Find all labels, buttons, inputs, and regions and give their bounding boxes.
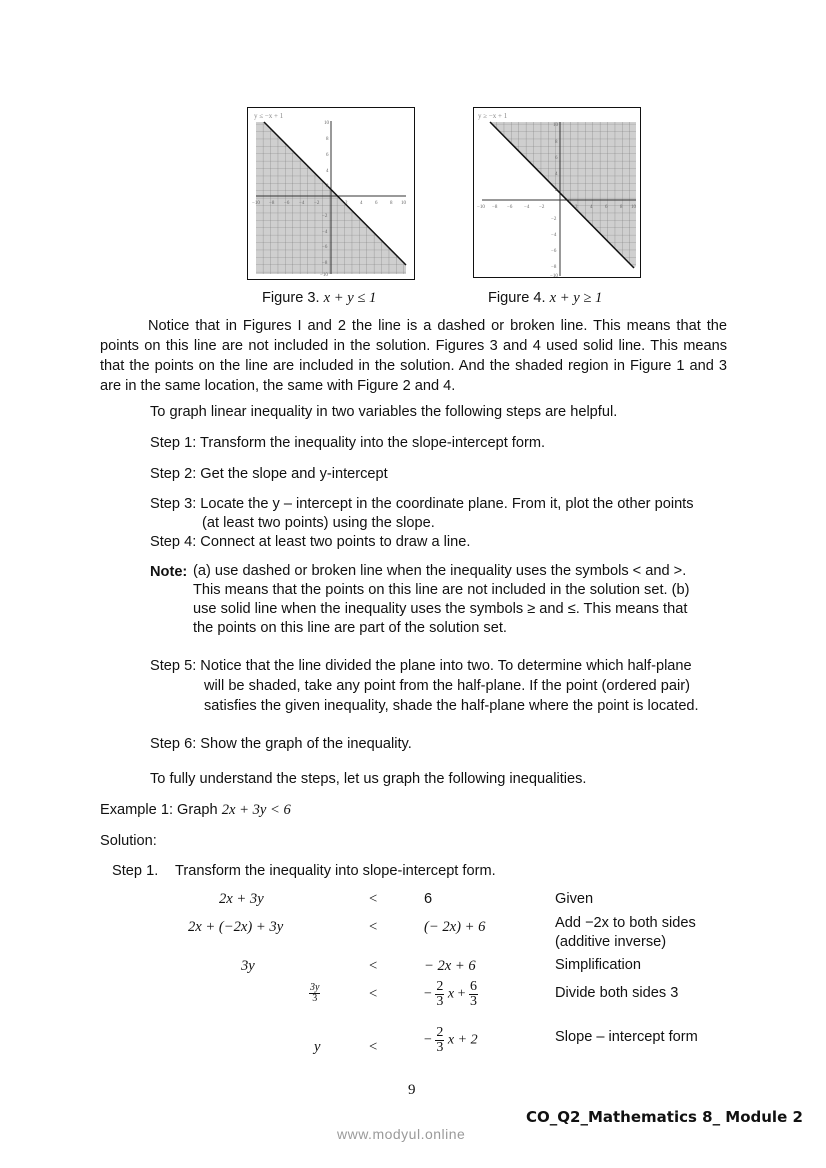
derivation-row-2-reason-2: (additive inverse) xyxy=(555,934,667,950)
svg-text:2: 2 xyxy=(555,188,558,193)
svg-text:2: 2 xyxy=(326,184,329,189)
figure-4-graph xyxy=(473,107,641,278)
svg-text:6: 6 xyxy=(375,201,378,206)
page-number: 9 xyxy=(408,1082,416,1098)
svg-text:−4: −4 xyxy=(524,205,530,210)
watermark: www.modyul.online xyxy=(337,1126,466,1142)
svg-text:−4: −4 xyxy=(299,201,305,206)
step-3-continued: (at least two points) using the slope. xyxy=(202,515,435,531)
derivation-row-2-rhs: (− 2x) + 6 xyxy=(424,919,486,935)
step-5-line-3: satisfies the given inequality, shade the half-plane where the point is located. xyxy=(204,698,699,714)
derivation-row-1-reason: Given xyxy=(555,891,594,907)
derivation-row-1-op: < xyxy=(369,891,378,907)
svg-text:−2: −2 xyxy=(539,205,545,210)
derivation-row-1-lhs: 2x + 3y xyxy=(219,891,264,907)
module-footer: CO_Q2_Mathematics 8_ Module 2 xyxy=(526,1108,803,1126)
svg-text:−10: −10 xyxy=(477,205,485,210)
step-4: Step 4: Connect at least two points to draw a line. xyxy=(150,534,471,550)
figure-4-caption-prefix: Figure 4. xyxy=(488,290,546,306)
step-6: Step 6: Show the graph of the inequality. xyxy=(150,736,412,752)
svg-text:10: 10 xyxy=(401,201,406,206)
svg-text:−10: −10 xyxy=(550,274,558,277)
rhs-fraction-2-numerator: 6 xyxy=(470,979,478,994)
figure-3-graph-label: y ≤ −x + 1 xyxy=(254,112,284,120)
lhs-numerator: 3y xyxy=(310,982,320,993)
derivation-row-4-rhs: − $\frac{2}{3}$ x + $\frac{6}{3}$ xyxy=(424,979,478,1009)
note-line-1: (a) use dashed or broken line when the inequality uses the symbols < and >. xyxy=(193,563,687,579)
svg-text:4: 4 xyxy=(590,205,593,210)
derivation-row-2-reason: Add −2x to both sides xyxy=(555,915,696,931)
svg-text:8: 8 xyxy=(390,201,393,206)
derivation-row-2-lhs: 2x + (−2x) + 3y xyxy=(188,919,284,935)
derivation-row-1-rhs: 6 xyxy=(424,891,433,907)
derivation-row-4-op: < xyxy=(369,986,378,1002)
rhs-fraction-1-denominator: 3 xyxy=(436,994,444,1009)
svg-text:10: 10 xyxy=(553,123,558,128)
svg-text:−10: −10 xyxy=(320,273,328,278)
svg-text:−4: −4 xyxy=(322,230,328,235)
figure-3-graph xyxy=(247,107,415,280)
svg-text:6: 6 xyxy=(605,205,608,210)
rhs-fraction-denominator: 3 xyxy=(436,1040,444,1055)
rhs-fraction-numerator: 2 xyxy=(436,1025,444,1040)
svg-text:4: 4 xyxy=(360,201,363,206)
svg-text:−2: −2 xyxy=(551,217,557,222)
solution-label: Solution: xyxy=(100,833,157,849)
rhs-tail: x + 2 xyxy=(447,1032,478,1048)
svg-text:6: 6 xyxy=(326,153,329,158)
derivation-row-2-op: < xyxy=(369,919,378,935)
svg-text:−2: −2 xyxy=(314,201,320,206)
step-5: Step 5: Notice that the line divided the plane into two. To determine which half-plane xyxy=(150,658,692,674)
figure-3-caption xyxy=(262,290,376,307)
derivation-row-3-reason: Simplification xyxy=(555,957,641,973)
step-3: Step 3: Locate the y – intercept in the coordinate plane. From it, plot the other points xyxy=(150,496,694,512)
svg-text:−6: −6 xyxy=(284,201,290,206)
derivation-row-4-reason: Divide both sides 3 xyxy=(555,985,679,1001)
rhs-fraction-1-numerator: 2 xyxy=(436,979,444,994)
derivation-row-5-rhs: − $\frac{2}{3}$ x + 2 xyxy=(424,1025,478,1055)
step-2: Step 2: Get the slope and y-intercept xyxy=(150,466,388,482)
svg-text:−4: −4 xyxy=(551,233,557,238)
derivation-row-3-rhs: − 2x + 6 xyxy=(424,958,476,974)
derivation-row-3-lhs: 3y xyxy=(241,958,255,974)
figure-3-caption-prefix: Figure 3. xyxy=(262,290,320,306)
svg-text:4: 4 xyxy=(326,169,329,174)
example-step-1-number: Step 1. xyxy=(112,863,159,879)
derivation-row-4-lhs xyxy=(309,983,320,1004)
figure-4-graph-label: y ≥ −x + 1 xyxy=(478,112,508,120)
derivation-row-5-op: < xyxy=(369,1039,378,1055)
derivation-row-5-reason: Slope – intercept form xyxy=(555,1029,698,1045)
svg-text:8: 8 xyxy=(326,137,329,142)
example-title-math: 2x + 3y < 6 xyxy=(221,802,291,818)
svg-text:8: 8 xyxy=(555,140,558,145)
svg-text:−6: −6 xyxy=(551,249,557,254)
svg-text:10: 10 xyxy=(324,121,329,126)
svg-text:−6: −6 xyxy=(322,245,328,250)
svg-text:−6: −6 xyxy=(507,205,513,210)
svg-text:−10: −10 xyxy=(252,201,260,206)
figure-4-caption-math: x + y ≥ 1 xyxy=(549,290,603,306)
example-title xyxy=(100,800,291,820)
svg-text:−8: −8 xyxy=(269,201,275,206)
svg-text:2: 2 xyxy=(575,205,578,210)
note-line-3: use solid line when the inequality uses the symbols ≥ and ≤. This means that xyxy=(193,601,688,617)
svg-text:−2: −2 xyxy=(322,214,328,219)
svg-text:−8: −8 xyxy=(322,261,328,266)
example-step-1-text: Transform the inequality into slope-intercept form. xyxy=(175,863,496,879)
svg-text:−8: −8 xyxy=(551,265,557,270)
svg-text:4: 4 xyxy=(555,172,558,177)
note-line-2: This means that the points on this line are not included in the solution set. (b) xyxy=(193,582,690,598)
notice-paragraph: Notice that in Figures I and 2 the line is a dashed or broken line. This means that the points on this line are not included in the solution. Figures 3 and 4 used solid line. This means that the points on the line are included in the solution. And the shaded region in Figure 1 and 3 are in the same location, the same with Figure 2 and 4. xyxy=(100,318,727,394)
note-label: Note: xyxy=(150,564,188,580)
steps-intro: To graph linear inequality in two variables the following steps are helpful. xyxy=(150,404,618,420)
svg-text:8: 8 xyxy=(620,205,623,210)
svg-text:2: 2 xyxy=(345,201,348,206)
svg-text:−8: −8 xyxy=(492,205,498,210)
derivation-row-5-lhs: y xyxy=(314,1039,321,1055)
rhs-fraction-2-denominator: 3 xyxy=(470,994,478,1009)
step-1: Step 1: Transform the inequality into the slope-intercept form. xyxy=(150,435,546,451)
svg-text:6: 6 xyxy=(555,156,558,161)
lead-in: To fully understand the steps, let us graph the following inequalities. xyxy=(150,771,587,787)
step-5-line-2: will be shaded, take any point from the half-plane. If the point (ordered pair) xyxy=(204,678,690,694)
figure-4-plot xyxy=(474,108,640,277)
figure-3-plot xyxy=(248,108,414,279)
note-line-4: the points on this line are part of the solution set. xyxy=(193,620,507,636)
derivation-row-3-op: < xyxy=(369,958,378,974)
lhs-denominator: 3 xyxy=(312,993,318,1004)
example-title-prefix: Example 1: Graph xyxy=(100,802,218,818)
svg-text:10: 10 xyxy=(631,205,636,210)
figure-4-caption xyxy=(488,290,602,307)
figure-3-caption-math: x + y ≤ 1 xyxy=(323,290,377,306)
